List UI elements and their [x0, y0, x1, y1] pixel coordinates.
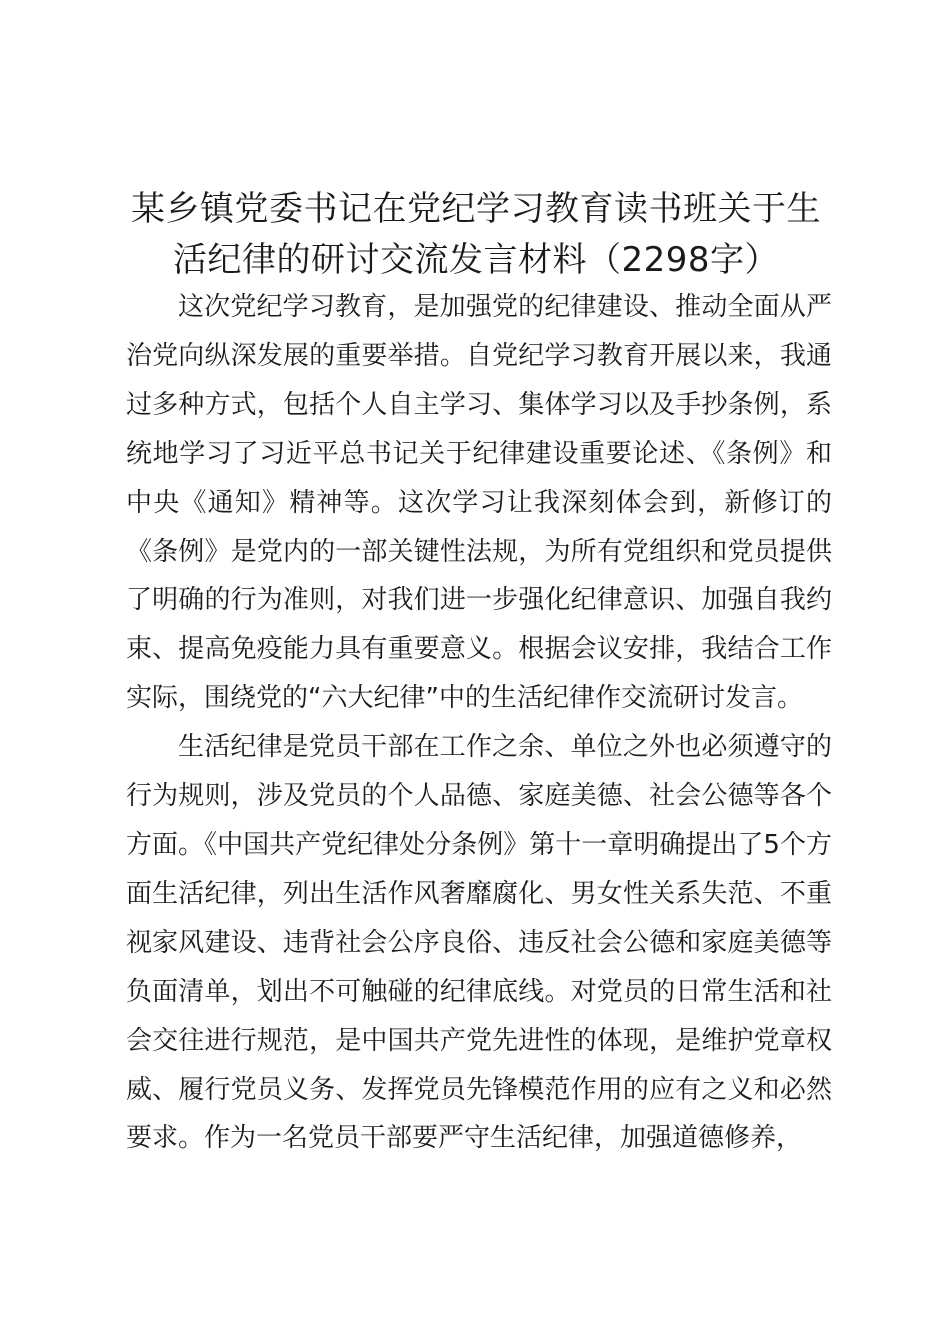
document-title: 某乡镇党委书记在党纪学习教育读书班关于生活纪律的研讨交流发言材料（2298字）	[131, 189, 821, 280]
body-paragraph-2: 生活纪律是党员干部在工作之余、单位之外也必须遵守的行为规则，涉及党员的个人品德、家庭美德、社会公德等各个方面。《中国共产党纪律处分条例》第十一章明确提出了5个方面生活纪律，列出生活作风奢靡腐化、男女性关系失范、不重视家风建设、违背社会公序良俗、违反社会公德和家庭美德等负面清单，划出不可触碰的纪律底线。对党员的日常生活和社会交往进行规范，是中国共产党先进性的体现，是维护党章权威、履行党员义务、发挥党员先锋模范作用的应有之义和必然要求。作为一名党员干部要严守生活纪律，加强道德修养，	[126, 732, 832, 1154]
document-body	[126, 283, 832, 1163]
body-paragraph-1: 这次党纪学习教育，是加强党的纪律建设、推动全面从严治党向纵深发展的重要举措。自党纪学习教育开展以来，我通过多种方式，包括个人自主学习、集体学习以及手抄条例，系统地学习了习近平总书记关于纪律建设重要论述、《条例》和中央《通知》精神等。这次学习让我深刻体会到，新修订的《条例》是党内的一部关键性法规，为所有党组织和党员提供了明确的行为准则，对我们进一步强化纪律意识、加强自我约束、提高免疫能力具有重要意义。根据会议安排，我结合工作实际，围绕党的“六大纪律”中的生活纪律作交流研讨发言。	[126, 292, 832, 714]
